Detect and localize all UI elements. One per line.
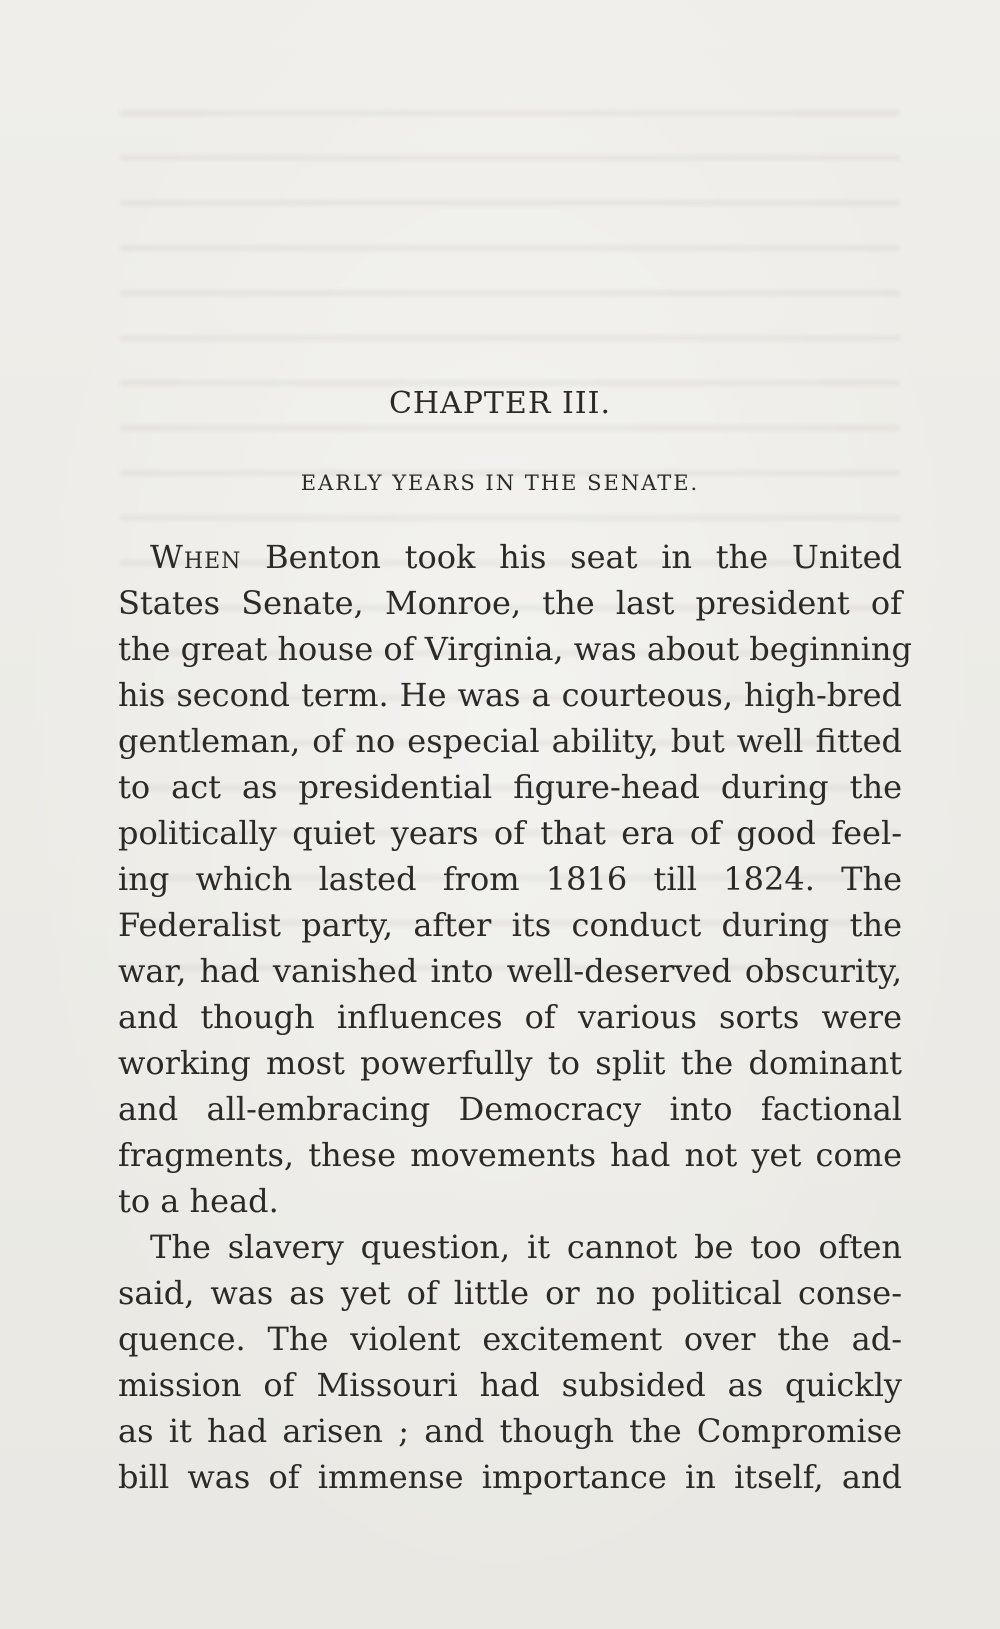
text-line: quence. The violent excitement over the ad- bbox=[118, 1320, 902, 1358]
body-text bbox=[118, 534, 912, 1500]
text-line: his second term. He was a courteous, high-bred bbox=[118, 676, 902, 714]
text-line: working most powerfully to split the dominant bbox=[118, 1044, 902, 1082]
text-line: to act as presidential figure-head during the bbox=[118, 768, 902, 806]
text-line: The slavery question, it cannot be too often bbox=[150, 1228, 902, 1266]
text-line: ing which lasted from 1816 till 1824. The bbox=[118, 860, 902, 898]
line-text: Benton took his seat in the United bbox=[241, 538, 902, 576]
text-line: as it had arisen ; and though the Compromise bbox=[118, 1412, 902, 1450]
text-line: said, was as yet of little or no political conse- bbox=[118, 1274, 902, 1312]
text-line: the great house of Virginia, was about beginning bbox=[118, 630, 912, 668]
text-line: and though influences of various sorts were bbox=[118, 998, 902, 1036]
chapter-title: CHAPTER III. bbox=[388, 386, 612, 421]
text-line: and all-embracing Democracy into factional bbox=[118, 1090, 902, 1128]
text-line: bill was of immense importance in itself, and bbox=[118, 1458, 902, 1496]
text-line: mission of Missouri had subsided as quickly bbox=[118, 1366, 902, 1404]
text-line: fragments, these movements had not yet come bbox=[118, 1136, 902, 1174]
text-line: States Senate, Monroe, the last president of bbox=[118, 584, 902, 622]
text-line: war, had vanished into well-deserved obscurity, bbox=[118, 952, 902, 990]
text-line: politically quiet years of that era of good feel- bbox=[118, 814, 902, 852]
text-line: gentleman, of no especial ability, but well fitted bbox=[118, 722, 902, 760]
text-line bbox=[118, 534, 902, 580]
chapter-subtitle: EARLY YEARS IN THE SENATE. bbox=[300, 471, 700, 495]
text-line: to a head. bbox=[118, 1182, 279, 1220]
text-line: Federalist party, after its conduct during the bbox=[118, 906, 902, 944]
lead-word: When bbox=[150, 538, 242, 576]
